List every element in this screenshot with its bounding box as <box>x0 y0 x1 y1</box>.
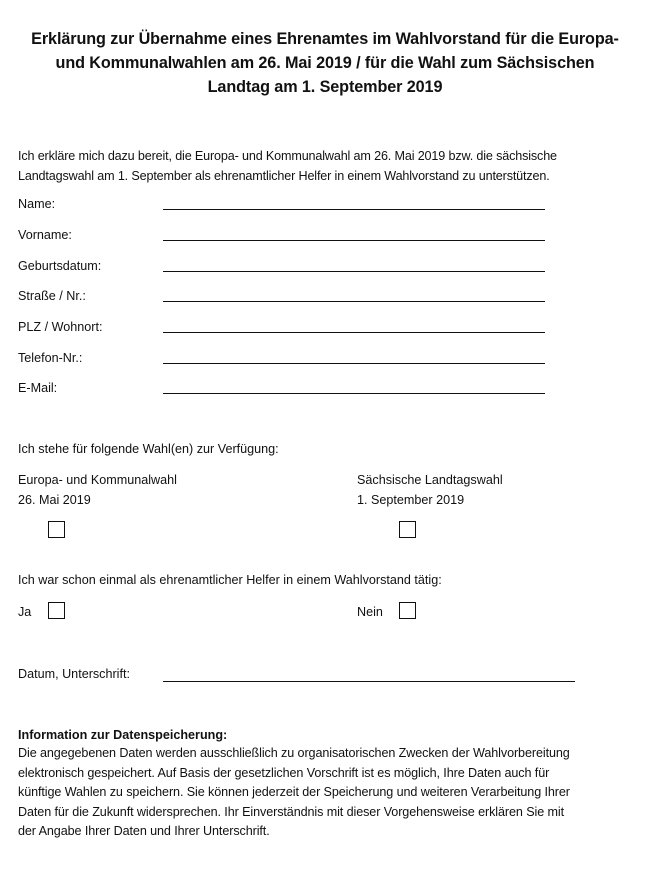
field-label-email: E-Mail: <box>18 381 58 395</box>
name-input-line[interactable] <box>163 209 545 210</box>
landtag-election-checkbox[interactable] <box>399 521 416 538</box>
intro-line: Landtagswahl am 1. September als ehrenamtlicher Helfer in einem Wahlvorstand zu unterstützen. <box>18 169 550 183</box>
info-line: künftige Wahlen zu speichern. Sie können jederzeit der Speicherung und weiteren Verarbeitung Ihrer <box>18 785 570 799</box>
info-heading: Information zur Datenspeicherung: <box>18 728 228 742</box>
field-label-zip-city: PLZ / Wohnort: <box>18 320 103 334</box>
option-landtag-label: Sächsische Landtagswahl <box>357 473 503 487</box>
field-first-name <box>18 226 638 246</box>
field-name <box>18 195 638 215</box>
email-input-line[interactable] <box>163 393 545 394</box>
title-line: Erklärung zur Übernahme eines Ehrenamtes im Wahlvorstand für die Europa- <box>31 30 619 48</box>
experience-no-label: Nein <box>357 605 383 619</box>
option-landtag-date: 1. September 2019 <box>357 493 465 507</box>
signature-label: Datum, Unterschrift: <box>18 667 130 681</box>
birthdate-input-line[interactable] <box>163 271 545 272</box>
zip-city-input-line[interactable] <box>163 332 545 333</box>
field-zip-city <box>18 318 638 338</box>
experience-question: Ich war schon einmal als ehrenamtlicher Helfer in einem Wahlvorstand tätig: <box>18 573 442 587</box>
european-election-checkbox[interactable] <box>48 521 65 538</box>
first-name-input-line[interactable] <box>163 240 545 241</box>
info-line: Die angegebenen Daten werden ausschließlich zu organisatorischen Zwecken der Wahlvorbereitung <box>18 746 570 760</box>
info-line: elektronisch gespeichert. Auf Basis der gesetzlichen Vorschrift ist es möglich, Ihre Daten auch für <box>18 765 550 780</box>
field-label-name: Name: <box>18 197 56 211</box>
phone-input-line[interactable] <box>163 363 545 364</box>
signature-input-line[interactable] <box>163 681 575 682</box>
intro-line: Ich erkläre mich dazu bereit, die Europa- und Kommunalwahl am 26. Mai 2019 bzw. die sächsische <box>18 149 557 163</box>
info-line: Daten für die Zukunft widersprechen. Ihr Einverständnis mit dieser Vorgehensweise erklären Sie mit <box>18 804 564 819</box>
title-line: und Kommunalwahlen am 26. Mai 2019 / für die Wahl zum Sächsischen <box>55 54 595 72</box>
intro-statement <box>18 146 638 186</box>
availability-question: Ich stehe für folgende Wahl(en) zur Verfügung: <box>18 442 279 456</box>
street-input-line[interactable] <box>163 301 545 302</box>
option-european-date: 26. Mai 2019 <box>18 493 91 507</box>
field-phone <box>18 349 638 369</box>
field-street <box>18 287 638 307</box>
field-label-street: Straße / Nr.: <box>18 289 86 303</box>
experience-yes-label: Ja <box>18 605 32 619</box>
experience-yes-checkbox[interactable] <box>48 602 65 619</box>
option-european-label: Europa- und Kommunalwahl <box>18 473 177 487</box>
info-body <box>18 744 643 842</box>
field-birthdate <box>18 257 638 277</box>
field-email <box>18 379 638 399</box>
info-line: der Angabe Ihrer Daten und Ihrer Unterschrift. <box>18 824 270 838</box>
field-label-phone: Telefon-Nr.: <box>18 351 83 365</box>
field-label-first-name: Vorname: <box>18 228 72 242</box>
experience-no-checkbox[interactable] <box>399 602 416 619</box>
form-title <box>10 27 640 99</box>
field-label-birthdate: Geburtsdatum: <box>18 259 102 273</box>
title-line: Landtag am 1. September 2019 <box>207 78 443 96</box>
